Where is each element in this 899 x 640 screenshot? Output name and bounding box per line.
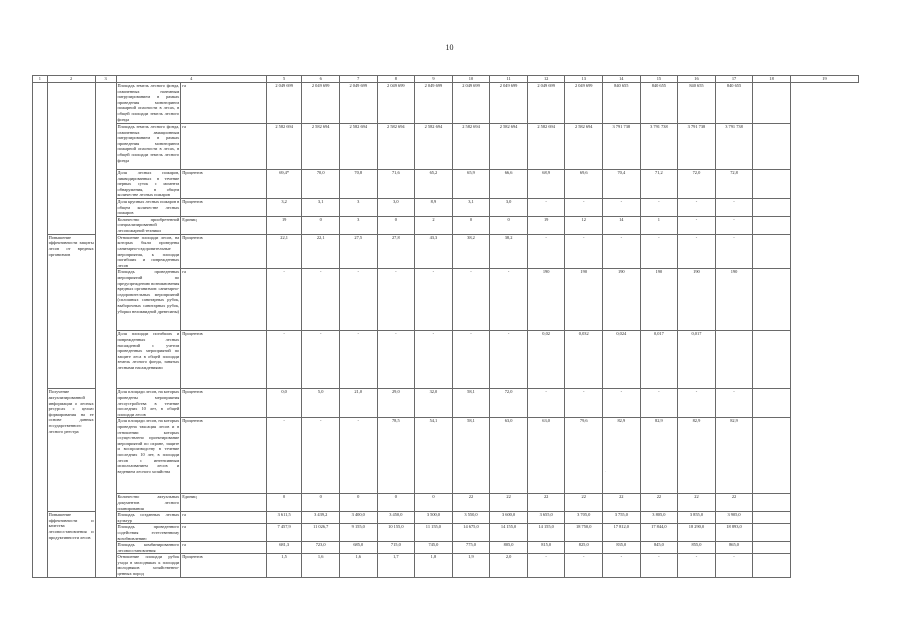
header-cell: 4 (116, 76, 266, 83)
indicator-cell: Доля крупных лесных пожаров в общем количестве лесных пожаров (117, 199, 180, 216)
value-cell: 22 (640, 494, 678, 512)
value-cell: 69,6 (565, 170, 603, 199)
value-cell: 840 655 (678, 83, 716, 124)
value-cell: 815,0 (527, 542, 565, 554)
value-cell: 9 155,0 (339, 524, 377, 542)
header-cell: 2 (47, 76, 95, 83)
table-row (33, 83, 859, 124)
value-cell: - (266, 269, 302, 331)
value-cell: 1,7 (377, 554, 415, 577)
header-cell: 15 (640, 76, 678, 83)
value-cell: 3 439,2 (302, 512, 340, 524)
value-cell: - (527, 389, 565, 418)
value-cell: - (565, 199, 603, 217)
value-cell: 0,017 (678, 331, 716, 389)
value-cell: - (452, 331, 490, 389)
value-cell: 32,0 (415, 389, 453, 418)
unit-cell: Процентов (181, 199, 267, 217)
value-cell: 0 (490, 216, 528, 234)
unit-cell: Процентов (181, 331, 267, 389)
value-cell: 3 (339, 216, 377, 234)
value-cell: - (603, 234, 641, 269)
value-cell: 63,0 (527, 418, 565, 494)
value-cell: 18 750,0 (565, 524, 603, 542)
value-cell: 1 (640, 216, 678, 234)
empty-cell (753, 542, 791, 554)
value-cell: 68,9 (527, 170, 565, 199)
value-cell: - (565, 234, 603, 269)
header-cell: 12 (527, 76, 565, 83)
value-cell: 14 (603, 216, 641, 234)
header-cell: 13 (565, 76, 603, 83)
value-cell: 12 (565, 216, 603, 234)
value-cell: 190 (565, 269, 603, 331)
header-cell: 5 (266, 76, 302, 83)
header-cell: 14 (603, 76, 641, 83)
empty-cell (753, 83, 791, 124)
page-number: 10 (445, 43, 454, 52)
value-cell: 3,2 (266, 199, 302, 217)
value-cell: - (678, 234, 716, 269)
empty-cell (753, 418, 791, 494)
value-cell: - (565, 554, 603, 577)
value-cell: 0,0 (266, 389, 302, 418)
value-cell: 1,6 (302, 554, 340, 577)
empty-cell (753, 512, 791, 524)
empty-cell (753, 524, 791, 542)
header-cell: 11 (490, 76, 528, 83)
unit-cell: Процентов (181, 554, 267, 577)
value-cell: 14 675,0 (452, 524, 490, 542)
empty-cell (47, 83, 95, 235)
empty-cell (753, 554, 791, 577)
value-cell: 3 600,0 (490, 512, 528, 524)
value-cell: 66,6 (490, 170, 528, 199)
value-cell: 82,9 (640, 418, 678, 494)
value-cell: 0,032 (565, 331, 603, 389)
value-cell: - (527, 199, 565, 217)
value-cell: 3 755,0 (603, 512, 641, 524)
scan-mark: . (605, 468, 606, 473)
table-row (33, 524, 859, 542)
value-cell: - (415, 331, 453, 389)
value-cell: 3 705,0 (565, 512, 603, 524)
value-cell: 2 049 699 (339, 83, 377, 124)
value-cell: - (452, 269, 490, 331)
value-cell: 18 893,0 (715, 524, 753, 542)
value-cell: 11 155,0 (415, 524, 453, 542)
value-cell: 54,1 (415, 418, 453, 494)
value-cell: 190 (527, 269, 565, 331)
indicator-cell: Количество актуальных документов лесного планирования (117, 494, 180, 511)
value-cell: 82,9 (603, 418, 641, 494)
value-cell: 3 400,0 (339, 512, 377, 524)
value-cell: 0 (302, 216, 340, 234)
unit-cell: Процентов (181, 418, 267, 494)
value-cell: - (603, 199, 641, 217)
value-cell: 22 (603, 494, 641, 512)
value-cell: 70,0 (302, 170, 340, 199)
table-row (33, 216, 859, 234)
value-cell: 0 (266, 494, 302, 512)
value-cell: 775,0 (452, 542, 490, 554)
value-cell: 0 (339, 494, 377, 512)
value-cell: 745,0 (415, 542, 453, 554)
value-cell: 58,1 (452, 418, 490, 494)
unit-cell: га (181, 512, 267, 524)
table-row (33, 124, 859, 170)
value-cell: 3 550,0 (452, 512, 490, 524)
unit-cell: Процентов (181, 389, 267, 418)
value-cell: 14 155,0 (490, 524, 528, 542)
value-cell: 27,8 (377, 234, 415, 269)
value-cell: 3 805,0 (640, 512, 678, 524)
table-row (33, 554, 859, 577)
value-cell: 2,0 (490, 554, 528, 577)
value-cell: 71,2 (640, 170, 678, 199)
value-cell: 865,0 (715, 542, 753, 554)
value-cell: - (490, 331, 528, 389)
value-cell: 79,6 (565, 418, 603, 494)
value-cell: - (339, 331, 377, 389)
value-cell: 0 (377, 216, 415, 234)
table-row (33, 494, 859, 512)
value-cell: 10 155,0 (377, 524, 415, 542)
indicators-table (32, 75, 859, 578)
value-cell: 17 812,0 (603, 524, 641, 542)
value-cell: 43,3 (415, 234, 453, 269)
value-cell: 8,9 (415, 199, 453, 217)
indicator-cell: Площадь земель лесного фонда, охваченных авиационным патрулированием в рамках проведения мониторинга пожарной опасности в лесах, в общей площади земель лесного фонда (116, 124, 181, 170)
value-cell: - (640, 199, 678, 217)
value-cell: - (678, 199, 716, 217)
value-cell: - (415, 269, 453, 331)
value-cell: 22 (565, 494, 603, 512)
table-row (33, 269, 859, 331)
unit-cell: Процентов (181, 234, 267, 269)
indicator-cell: Отношение площади лесов, на которых были проведены санитарно-оздоровительные мероприятия, к площади погибших и поврежденных лесов (117, 234, 180, 268)
header-cell: 16 (678, 76, 716, 83)
value-cell: 22,1 (302, 234, 340, 269)
value-cell: 2 (415, 216, 453, 234)
value-cell: 855,0 (678, 542, 716, 554)
value-cell: - (678, 216, 716, 234)
value-cell: 2 049 699 (565, 83, 603, 124)
value-cell: 22 (490, 494, 528, 512)
value-cell: 2 049 699 (452, 83, 490, 124)
unit-cell: га (181, 83, 267, 124)
header-cell: 3 (95, 76, 116, 83)
header-cell: 9 (415, 76, 453, 83)
value-cell: 2 049 699 (266, 83, 302, 124)
value-cell: 3 791 738 (715, 124, 753, 170)
value-cell: 2 049 699 (377, 83, 415, 124)
table-row (33, 199, 859, 217)
value-cell: - (302, 418, 340, 494)
value-cell: 2 049 699 (415, 83, 453, 124)
value-cell: 3 791 738 (640, 124, 678, 170)
value-cell: 5,0 (302, 389, 340, 418)
indicator-cell: Площадь земель лесного фонда, охваченных наземным патрулированием в рамках проведения мониторинга пожарной опасности в лесах, в общей площади земель лесного фонда (117, 83, 180, 122)
value-cell: 1,5 (266, 554, 302, 577)
value-cell: 3 855,0 (678, 512, 716, 524)
value-cell: - (603, 389, 641, 418)
empty-cell (33, 83, 48, 578)
table-row (33, 234, 859, 269)
indicator-cell: Доля площади погибших и поврежденных лесных насаждений с учетом проведенных мероприятий по защите леса в общей площади земель лесного фонда, занятых лесными насаждениями (116, 331, 181, 389)
value-cell: - (266, 331, 302, 389)
table-row (33, 331, 859, 389)
value-cell: 21,0 (339, 389, 377, 418)
header-numbers-row (33, 76, 859, 83)
value-cell: 3,1 (452, 199, 490, 217)
table-row (33, 389, 859, 418)
empty-cell (753, 170, 791, 199)
header-cell: 6 (302, 76, 340, 83)
value-cell: 0,024 (603, 331, 641, 389)
indicator-cell: Площадь проведенных мероприятий по предупреждению возникновения вредных организмов: санитарно-оздоровительных мероприятий (сплошных санитарных рубок, выборочных санитарных рубок, уборки неликвидной древесины) (116, 269, 181, 331)
unit-cell: Процентов (181, 170, 267, 199)
value-cell: 3 450,0 (377, 512, 415, 524)
value-cell: 65,2 (415, 170, 453, 199)
value-cell: 22 (715, 494, 753, 512)
header-cell: 17 (715, 76, 753, 83)
value-cell: 19 (266, 216, 302, 234)
value-cell: 2 582 694 (565, 124, 603, 170)
value-cell: 0 (452, 216, 490, 234)
empty-cell (753, 494, 791, 512)
table-row (33, 418, 859, 494)
value-cell: - (377, 269, 415, 331)
indicator-cell: Площадь созданных лесных культур (117, 512, 180, 523)
value-cell: 7 457,9 (266, 524, 302, 542)
value-cell: 3,0 (377, 199, 415, 217)
value-cell: 22 (527, 494, 565, 512)
value-cell: 70,8 (339, 170, 377, 199)
empty-cell (753, 124, 791, 170)
value-cell: - (527, 554, 565, 577)
empty-cell (95, 83, 116, 578)
value-cell: 2 582 694 (415, 124, 453, 170)
value-cell: - (678, 554, 716, 577)
value-cell: - (339, 269, 377, 331)
value-cell: 69,4* (266, 170, 302, 199)
value-cell: 71,6 (377, 170, 415, 199)
unit-cell: га (181, 269, 267, 331)
unit-cell: Единиц (181, 216, 267, 234)
value-cell: - (527, 234, 565, 269)
unit-cell: га (181, 524, 267, 542)
value-cell: 681,3 (266, 542, 302, 554)
unit-cell: га (181, 124, 267, 170)
value-cell: 0 (415, 494, 453, 512)
value-cell: - (678, 389, 716, 418)
value-cell: 1,8 (415, 554, 453, 577)
value-cell: 190 (640, 269, 678, 331)
value-cell: 82,9 (715, 418, 753, 494)
value-cell: 22,1 (266, 234, 302, 269)
value-cell: 1,6 (339, 554, 377, 577)
empty-cell (753, 199, 791, 217)
value-cell: 685,0 (339, 542, 377, 554)
value-cell: 2 049 699 (527, 83, 565, 124)
value-cell: 3 655,0 (527, 512, 565, 524)
value-cell: - (715, 389, 753, 418)
indicator-cell: Доля площади лесов, на которых проведена таксация лесов и в отношении которых осуществлено проектирование мероприятий по охране, защите и воспроизводству в течение последних 10 лет, в площади лесов с интенсивным использованием лесов и ведением лесного хозяйства (116, 418, 181, 494)
empty-cell (753, 216, 791, 234)
value-cell: 65,9 (452, 170, 490, 199)
value-cell: 3 791 738 (678, 124, 716, 170)
value-cell: - (603, 554, 641, 577)
value-cell: 3,1 (302, 199, 340, 217)
value-cell: - (640, 389, 678, 418)
header-cell: 7 (339, 76, 377, 83)
value-cell: - (640, 234, 678, 269)
section-cell: Повышение эффективности и качества лесовосстановления и продуктивности лесов (47, 512, 95, 578)
value-cell: 19 (527, 216, 565, 234)
value-cell: 2 049 699 (490, 83, 528, 124)
value-cell: 2 049 699 (302, 83, 340, 124)
empty-cell (753, 389, 791, 418)
unit-cell: га (181, 542, 267, 554)
value-cell: 22 (452, 494, 490, 512)
value-cell: 805,0 (490, 542, 528, 554)
header-cell: 1 (33, 76, 48, 83)
value-cell: 3,0 (490, 199, 528, 217)
value-cell: 2 582 694 (490, 124, 528, 170)
value-cell: 825,0 (565, 542, 603, 554)
value-cell: 14 155,0 (527, 524, 565, 542)
unit-cell: Единиц (181, 494, 267, 512)
value-cell: 840 655 (603, 83, 641, 124)
value-cell: 27,5 (339, 234, 377, 269)
value-cell: 72,8 (715, 170, 753, 199)
value-cell: 3 791 738 (603, 124, 641, 170)
value-cell: - (565, 389, 603, 418)
value-cell: 1,9 (452, 554, 490, 577)
value-cell: 82,9 (678, 418, 716, 494)
value-cell (715, 331, 753, 389)
value-cell: 3 (339, 199, 377, 217)
value-cell: 2 582 694 (302, 124, 340, 170)
value-cell: 0 (377, 494, 415, 512)
value-cell: 3 500,0 (415, 512, 453, 524)
value-cell: 0,017 (640, 331, 678, 389)
table-row (33, 170, 859, 199)
indicator-cell: Площадь проведенного содействия естественному возобновлению (117, 524, 180, 541)
value-cell: 38,2 (452, 234, 490, 269)
value-cell: 2 582 694 (266, 124, 302, 170)
value-cell: 0 (302, 494, 340, 512)
header-cell: 18 (753, 76, 791, 83)
value-cell: - (377, 331, 415, 389)
table-row (33, 542, 859, 554)
empty-cell (753, 331, 791, 389)
value-cell: 63,0 (490, 418, 528, 494)
value-cell: 58,1 (452, 389, 490, 418)
value-cell: - (715, 216, 753, 234)
value-cell: 190 (603, 269, 641, 331)
value-cell: 17 844,0 (640, 524, 678, 542)
value-cell: 840 655 (640, 83, 678, 124)
value-cell: 2 582 694 (452, 124, 490, 170)
value-cell: - (715, 199, 753, 217)
section-cell: Повышение эффективности защиты лесов от вредных организмов (47, 234, 95, 389)
empty-cell (753, 234, 791, 269)
value-cell: 845,0 (640, 542, 678, 554)
value-cell: 11 026,7 (302, 524, 340, 542)
header-cell: 8 (377, 76, 415, 83)
header-cell: 19 (790, 76, 858, 83)
value-cell: - (266, 418, 302, 494)
value-cell: 3 611,5 (266, 512, 302, 524)
value-cell: 38,2 (490, 234, 528, 269)
value-cell: 723,0 (302, 542, 340, 554)
value-cell: 840 655 (715, 83, 753, 124)
value-cell: 2 582 694 (339, 124, 377, 170)
value-cell: 190 (678, 269, 716, 331)
value-cell: - (715, 234, 753, 269)
value-cell: - (302, 269, 340, 331)
value-cell: 2 582 694 (527, 124, 565, 170)
header-cell: 10 (452, 76, 490, 83)
value-cell: - (715, 554, 753, 577)
value-cell: 72,0 (490, 389, 528, 418)
indicator-cell: Доля лесных пожаров, ликвидированных в течение первых суток с момента обнаружения, в общем количестве лесных пожаров (117, 170, 180, 198)
indicator-cell: Площадь комбинированного лесовосстановления (117, 542, 180, 553)
indicator-cell: Количество приобретенной специализированной лесопожарной техники (117, 216, 180, 233)
value-cell: - (302, 331, 340, 389)
value-cell: 29,0 (377, 389, 415, 418)
value-cell: - (640, 554, 678, 577)
value-cell: 78,5 (377, 418, 415, 494)
value-cell: 0,02 (527, 331, 565, 389)
table-row (33, 512, 859, 524)
section-cell: Получение актуализированной информации о лесных ресурсах с целью формирования на ее основе данных государственного лесного реестра (47, 389, 95, 512)
value-cell: - (339, 418, 377, 494)
value-cell: 190 (715, 269, 753, 331)
indicator-cell: Доля площади лесов, на которых проведены мероприятия лесоустройства в течение последних 10 лет, в общей площади лесов (117, 389, 180, 417)
value-cell: 2 582 694 (377, 124, 415, 170)
value-cell: 3 905,0 (715, 512, 753, 524)
value-cell: 72,0 (678, 170, 716, 199)
value-cell: 18 290,0 (678, 524, 716, 542)
empty-cell (753, 269, 791, 331)
value-cell: 70,4 (603, 170, 641, 199)
value-cell: - (490, 269, 528, 331)
value-cell: 715,0 (377, 542, 415, 554)
value-cell: 835,0 (603, 542, 641, 554)
indicator-cell: Отношение площади рубок ухода в молодняках к площади молодняков хозяйственно-ценных пород (117, 554, 180, 577)
value-cell: 22 (678, 494, 716, 512)
